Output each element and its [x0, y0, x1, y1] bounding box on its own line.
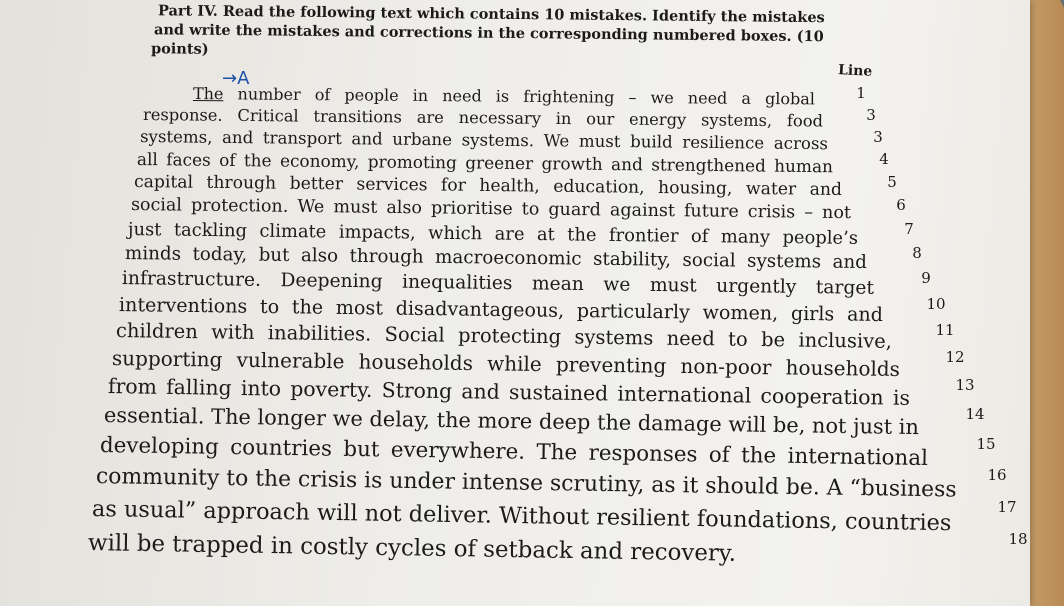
passage-line-12: supporting vulnerable households while preventing non-poor households — [111, 346, 901, 382]
passage-line-6: social protection. We must also prioritise to guard against future crisis – not — [130, 195, 852, 224]
line-number-2: 3 — [866, 106, 876, 124]
passage-line-13: from falling into poverty. Strong and sustained international cooperation is — [107, 374, 911, 410]
passage-line-18: will be trapped in costly cycles of setback and recovery. — [87, 530, 737, 567]
line-number-16: 16 — [987, 466, 1007, 484]
line-number-3: 3 — [873, 128, 883, 146]
passage-line-3: systems, and transport and urbane systems. We must build resilience across — [139, 127, 829, 154]
instruction-line-2: and write the mistakes and corrections in the corresponding numbered boxes. (10 — [153, 21, 824, 46]
line-number-1: 1 — [856, 84, 866, 102]
instruction-line-3: points) — [150, 40, 209, 58]
line-number-8: 8 — [912, 244, 922, 262]
line-number-4: 4 — [879, 150, 889, 168]
passage-line-5: capital through better services for health, education, housing, water and — [133, 172, 843, 201]
line-number-9: 9 — [921, 269, 931, 287]
passage-line-9: infrastructure. Deepening inequalities mean we must urgently target — [121, 268, 875, 299]
line-number-10: 10 — [926, 295, 946, 313]
line-number-5: 5 — [887, 173, 897, 191]
passage-line-1: The number of people in need is frightening – we need a global — [192, 84, 816, 109]
underlined-word: The — [192, 84, 224, 104]
line-number-7: 7 — [904, 220, 914, 238]
passage-line-11: children with inabilities. Social protecting systems need to be inclusive, — [115, 319, 893, 353]
passage-line-10: interventions to the most disadvantageous, particularly women, girls and — [118, 293, 884, 326]
passage-line-16: community to the crisis is under intense scrutiny, as it should be. A “business — [95, 464, 957, 503]
line-column-label: Line — [837, 62, 873, 80]
passage-line-2: response. Critical transitions are necessary in our energy systems, food — [142, 105, 824, 131]
line-number-6: 6 — [896, 196, 906, 214]
instruction-line-1: Part IV. Read the following text which contains 10 mistakes. Identify the mistakes — [157, 2, 825, 27]
line-number-18: 18 — [1008, 530, 1028, 548]
line-number-12: 12 — [945, 348, 965, 366]
line-number-13: 13 — [955, 376, 975, 394]
line-number-14: 14 — [965, 405, 985, 423]
passage-line-4: all faces of the economy, promoting greener growth and strengthened human — [136, 149, 834, 177]
handwritten-annotation: →A — [222, 68, 250, 89]
passage-line-7: just tackling climate impacts, which are at the frontier of many people’s — [127, 219, 859, 249]
passage-line-8: minds today, but also through macroeconomic stability, social systems and — [124, 243, 868, 274]
line-number-15: 15 — [976, 435, 996, 453]
line-number-11: 11 — [935, 321, 955, 339]
passage-line-14: essential. The longer we delay, the more deep the damage will be, not just in — [103, 403, 920, 440]
line-number-17: 17 — [997, 498, 1017, 516]
passage-line-17: as usual” approach will not deliver. Without resilient foundations, countries — [91, 496, 952, 537]
passage-line-15: developing countries but everywhere. The responses of the international — [99, 433, 929, 472]
